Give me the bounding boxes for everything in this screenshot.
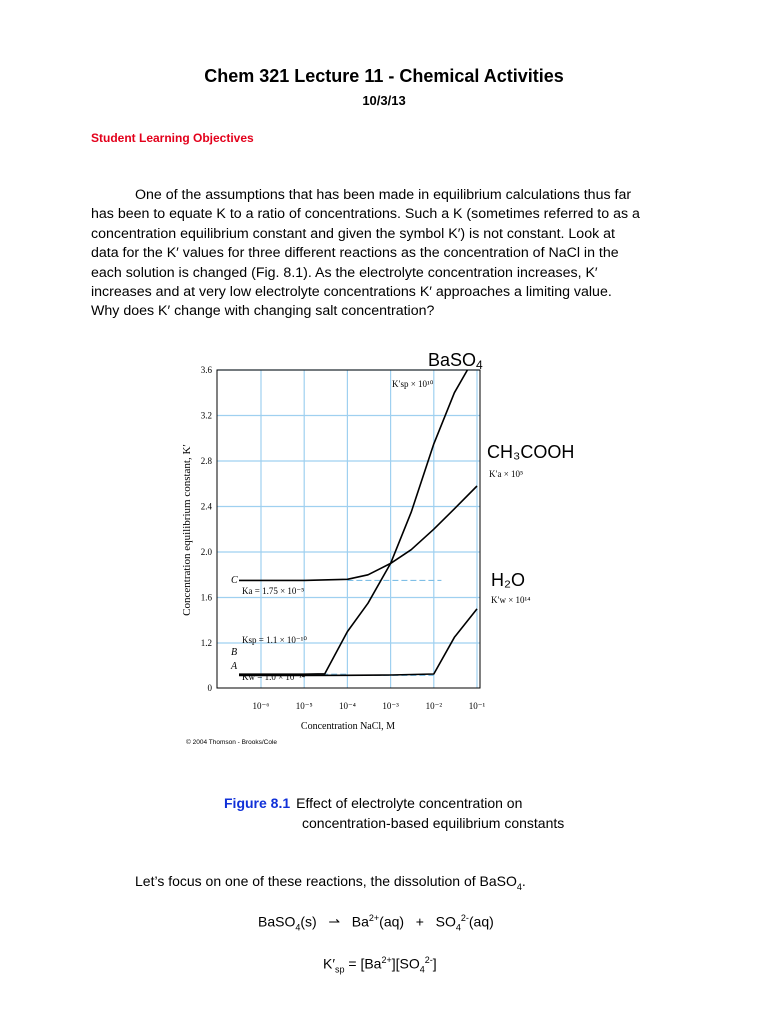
baso4-label: BaSO4 <box>428 350 483 372</box>
x-tick-labels <box>253 701 486 711</box>
curve-b-marker: B <box>231 647 238 658</box>
focus-sentence: Let’s focus on one of these reactions, the dissolution of BaSO$_4$. <box>135 873 526 892</box>
paragraph-line: each solution is changed (Fig. 8.1). As the electrolyte concentration increases, K′ <box>91 264 598 281</box>
ch3cooh-label: CH₃COOH <box>487 442 575 462</box>
y-tick-label: 2.4 <box>200 501 212 512</box>
copyright-note: © 2004 Thomson - Brooks/Cole <box>186 739 278 746</box>
y-tick-label: 2.8 <box>200 456 212 466</box>
equilibrium-arrow: ⇀ <box>328 913 341 930</box>
y-tick-label: 0 <box>207 683 212 693</box>
y-tick-label: 3.6 <box>200 365 212 375</box>
x-tick-label: 10⁻⁴ <box>338 701 356 711</box>
kw-scale-label: K′w × 10¹⁴ <box>491 595 531 605</box>
x-tick-label: 10⁻³ <box>382 701 399 711</box>
paragraph-line: has been to equate K to a ratio of concentrations. Such a K (sometimes referred to as a <box>91 206 640 223</box>
y-tick-label: 2.0 <box>200 547 212 557</box>
caption-text-line2: concentration-based equilibrium constants <box>302 815 565 831</box>
lecture-date: 10/3/13 <box>362 93 406 108</box>
figure-8-1 <box>178 340 608 750</box>
intro-paragraph <box>91 186 691 322</box>
caption-text: Effect of electrolyte concentration on <box>296 795 523 811</box>
paragraph-line: concentration equilibrium constant and given the symbol K′) is not constant. Look at <box>91 225 615 242</box>
k-prime-chart <box>178 340 608 750</box>
ksp-scale-label: K′sp × 10¹⁰ <box>392 379 434 389</box>
y-tick-label: 1.2 <box>200 638 212 648</box>
dissolution-equation: BaSO$_4$(s) ⇀ $Ba^{2+}(aq)$ + $SO_4^{2-}(aq)$ <box>258 913 494 933</box>
paragraph-line: increases and at very low electrolyte concentrations K′ approaches a limiting value. <box>91 284 612 301</box>
y-axis-label: Concentration equilibrium constant, K′ <box>181 444 193 616</box>
y-tick-label: 3.2 <box>200 410 212 421</box>
kw-value-label: Kw = 1.0 × 10⁻¹⁴ <box>242 672 305 682</box>
caption-label: Figure 8.1 <box>224 795 291 811</box>
x-tick-label: 10⁻¹ <box>468 701 486 711</box>
series-ch3cooh-line <box>239 486 477 580</box>
y-tick-labels <box>201 365 213 693</box>
paragraph-line: Why does K′ change with changing salt concentration? <box>91 303 435 320</box>
h2o-label: H₂O <box>491 570 525 590</box>
figure-caption <box>224 793 564 833</box>
paragraph-line: One of the assumptions that has been made in equilibrium calculations thus far <box>135 187 632 203</box>
paragraph-line: data for the K′ values for three different reactions as the concentration of NaCl in the <box>91 245 619 262</box>
x-axis-label: Concentration NaCl, M <box>300 721 396 732</box>
ksp-value-label: Ksp = 1.1 × 10⁻¹⁰ <box>242 635 307 645</box>
curve-a-marker: A <box>231 661 238 672</box>
page-title: Chem 321 Lecture 11 - Chemical Activities <box>204 66 564 86</box>
curve-c-marker: C <box>231 575 238 586</box>
x-tick-label: 10⁻⁶ <box>252 701 270 711</box>
y-tick-label: 1.6 <box>200 592 212 603</box>
ka-scale-label: K′a × 10⁵ <box>489 469 524 479</box>
ksp-expression: $K'_{sp} = [Ba^{2+}][SO_4^{2-}]$ <box>323 955 437 975</box>
x-tick-label: 10⁻⁵ <box>295 701 313 711</box>
objectives-heading: Student Learning Objectives <box>91 131 254 145</box>
x-tick-label: 10⁻² <box>425 701 443 711</box>
ka-value-label: Ka = 1.75 × 10⁻⁵ <box>242 586 305 596</box>
